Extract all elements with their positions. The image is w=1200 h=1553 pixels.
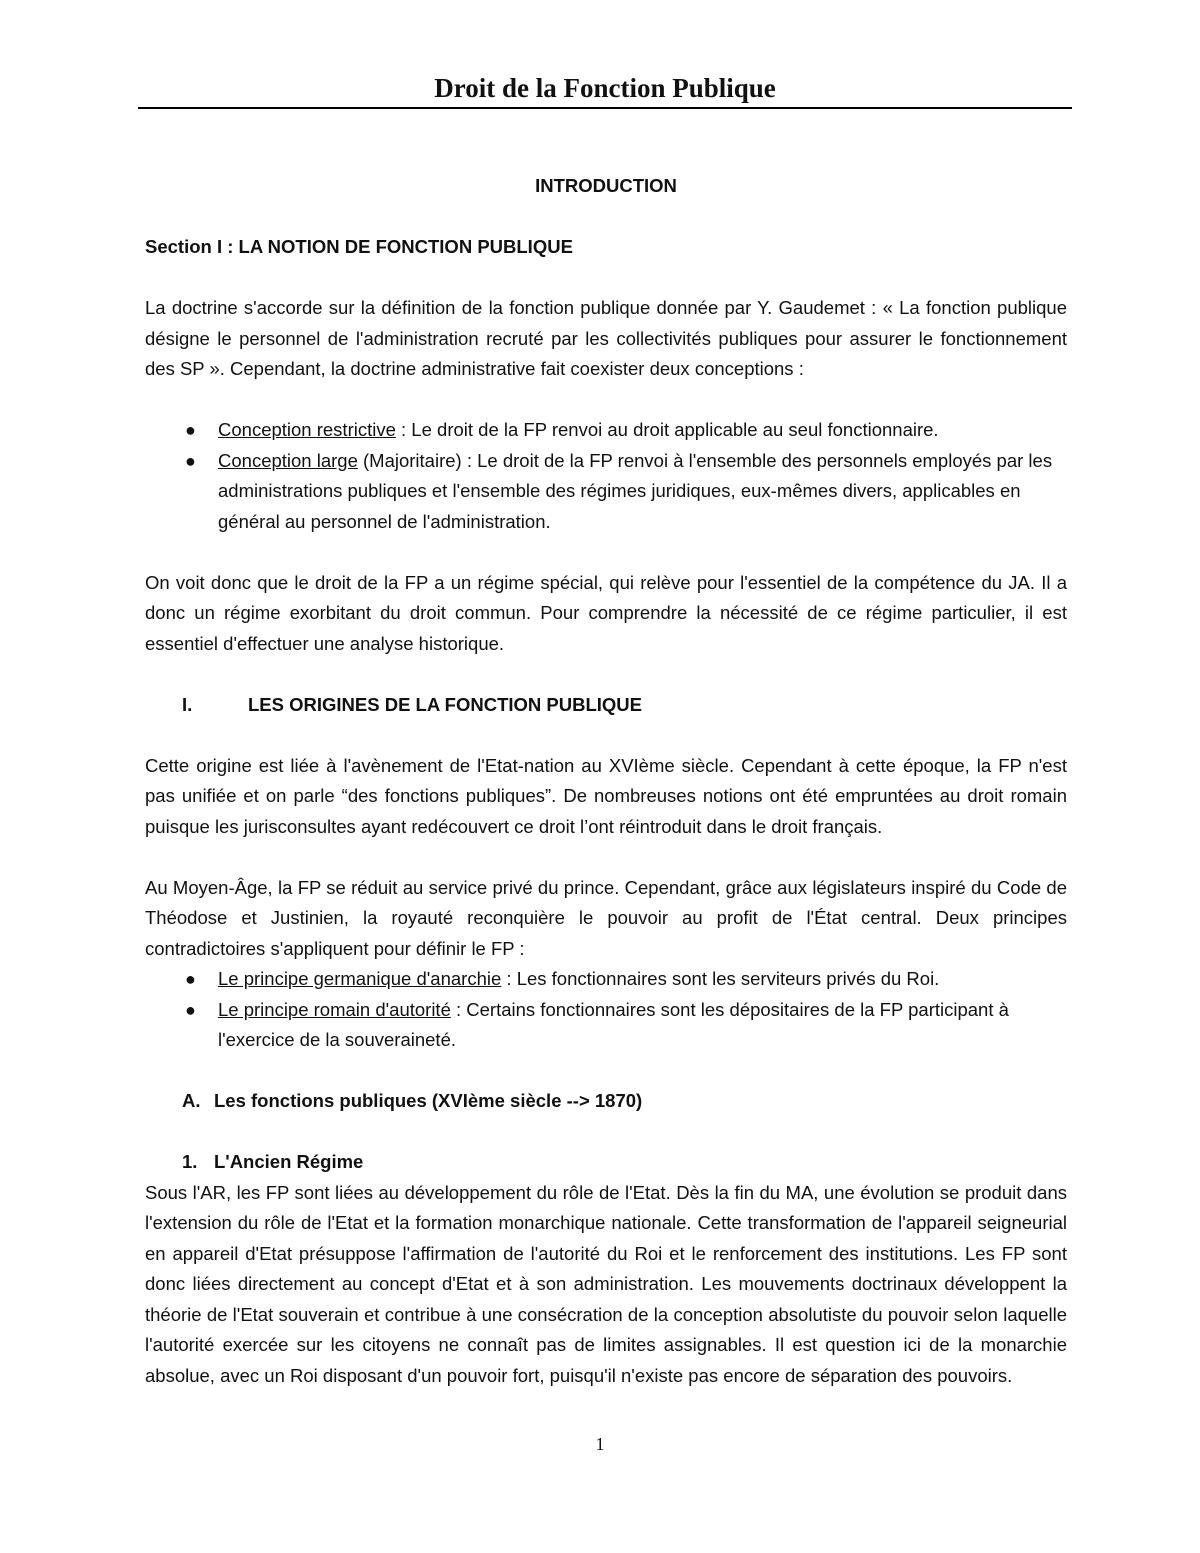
heading-number: A. — [182, 1090, 201, 1111]
heading-origins — [145, 690, 1067, 721]
list-item-term-extra: (Majoritaire) — [357, 449, 462, 471]
paragraph-middle-ages: Au Moyen-Âge, la FP se réduit au service privé du prince. Cependant, grâce aux législateurs inspiré du Code de Théodose et Justinien, la royauté reconquière le pouvoir au profit de l'État central. Deux principes contradictoires s'appliquent pour définir le FP : — [145, 876, 1067, 959]
list-item — [145, 995, 1067, 1056]
list-item — [145, 964, 1067, 995]
introduction-title: INTRODUCTION — [535, 175, 677, 196]
list-item-text: : Le droit de la FP renvoi à l'ensemble des personnels employés par les administrations publiques et l'ensemble des régimes juridiques, eux-mêmes divers, applicables en général au personnel de l'administration. — [218, 449, 1053, 532]
paragraph-special-regime: On voit donc que le droit de la FP a un régime spécial, qui relève pour l'essentiel de la compétence du JA. Il a donc un régime exorbitant du droit commun. Pour comprendre la nécessité de ce régime particulier, il est essentiel d'effectuer une analyse historique. — [145, 571, 1067, 654]
section-heading: Section I : LA NOTION DE FONCTION PUBLIQUE — [145, 236, 573, 257]
spacer — [145, 659, 1067, 690]
spacer — [145, 1056, 1067, 1087]
heading-text: Les fonctions publiques (XVIème siècle --> 1870) — [214, 1090, 643, 1111]
page-number: 1 — [595, 1434, 605, 1454]
document-header-title: Droit de la Fonction Publique — [434, 73, 776, 103]
header-rule — [138, 107, 1072, 109]
paragraph-origin: Cette origine est liée à l'avènement de l'Etat-nation au XVIème siècle. Cependant à cette époque, la FP n'est pas unifiée et on parle “des fonctions publiques”. De nombreuses notions ont été empruntées au droit romain puisque les jurisconsultes ayant redécouvert ce droit l’ont réintroduit dans le droit français. — [145, 754, 1067, 837]
spacer — [145, 537, 1067, 568]
list-item-term: Conception restrictive — [218, 419, 396, 440]
heading-ancien-regime — [145, 1147, 1067, 1178]
document-body — [145, 171, 1067, 1391]
heading-text: LES ORIGINES DE LA FONCTION PUBLIQUE — [248, 693, 643, 715]
list-item-text: : Certains fonctionnaires sont les dépositaires de la FP participant à l'exercice de la souveraineté. — [218, 998, 1009, 1050]
conceptions-list — [145, 415, 1067, 537]
list-item-text: : Les fonctionnaires sont les serviteurs privés du Roi. — [501, 968, 940, 989]
principles-list — [145, 964, 1067, 1056]
list-item-text: : Le droit de la FP renvoi au droit applicable au seul fonctionnaire. — [395, 419, 939, 440]
heading-number: 1. — [182, 1151, 198, 1172]
list-item-term: Le principe germanique d'anarchie — [218, 968, 502, 989]
spacer — [145, 385, 1067, 416]
list-item — [145, 446, 1067, 538]
spacer — [145, 720, 1067, 751]
spacer — [145, 1117, 1067, 1148]
spacer — [145, 263, 1067, 294]
bullet-icon: ● — [185, 999, 196, 1020]
spacer — [145, 202, 1067, 233]
heading-number: I. — [182, 693, 193, 715]
heading-text: L'Ancien Régime — [214, 1151, 364, 1172]
spacer — [145, 842, 1067, 873]
list-item — [145, 415, 1067, 446]
bullet-icon: ● — [185, 420, 196, 440]
heading-public-functions — [145, 1086, 1067, 1117]
paragraph-ancien-regime: Sous l'AR, les FP sont liées au développement du rôle de l'Etat. Dès la fin du MA, une évolution se produit dans l'extension du rôle de l'Etat et la formation monarchique nationale. Cette transformation de l'appareil seigneurial en appareil d'Etat présuppose l'affirmation de l'autorité du Roi et le renforcement des institutions. Les FP sont donc liées directement au concept d'Etat et à son administration. Les mouvements doctrinaux développent la théorie de l'Etat souverain et contribue à une consécration de la conception absolutiste du pouvoir selon laquelle l'autorité exercée sur les citoyens ne connaît pas de limites assignables. Il est question ici de la monarchie absolue, avec un Roi disposant d'un pouvoir fort, puisqu'il n'existe pas encore de séparation des pouvoirs. — [145, 1181, 1067, 1386]
list-item-term: Le principe romain d'autorité — [218, 998, 451, 1020]
list-item-term: Conception large — [218, 449, 358, 471]
paragraph-definition: La doctrine s'accorde sur la définition de la fonction publique donnée par Y. Gaudemet : « La fonction publique désigne le personnel de l'administration recruté par les collectivités publiques pour assurer le fonctionnement des SP ». Cependant, la doctrine administrative fait coexister deux conceptions : — [145, 297, 1067, 379]
bullet-icon: ● — [185, 969, 196, 989]
bullet-icon: ● — [185, 450, 196, 471]
